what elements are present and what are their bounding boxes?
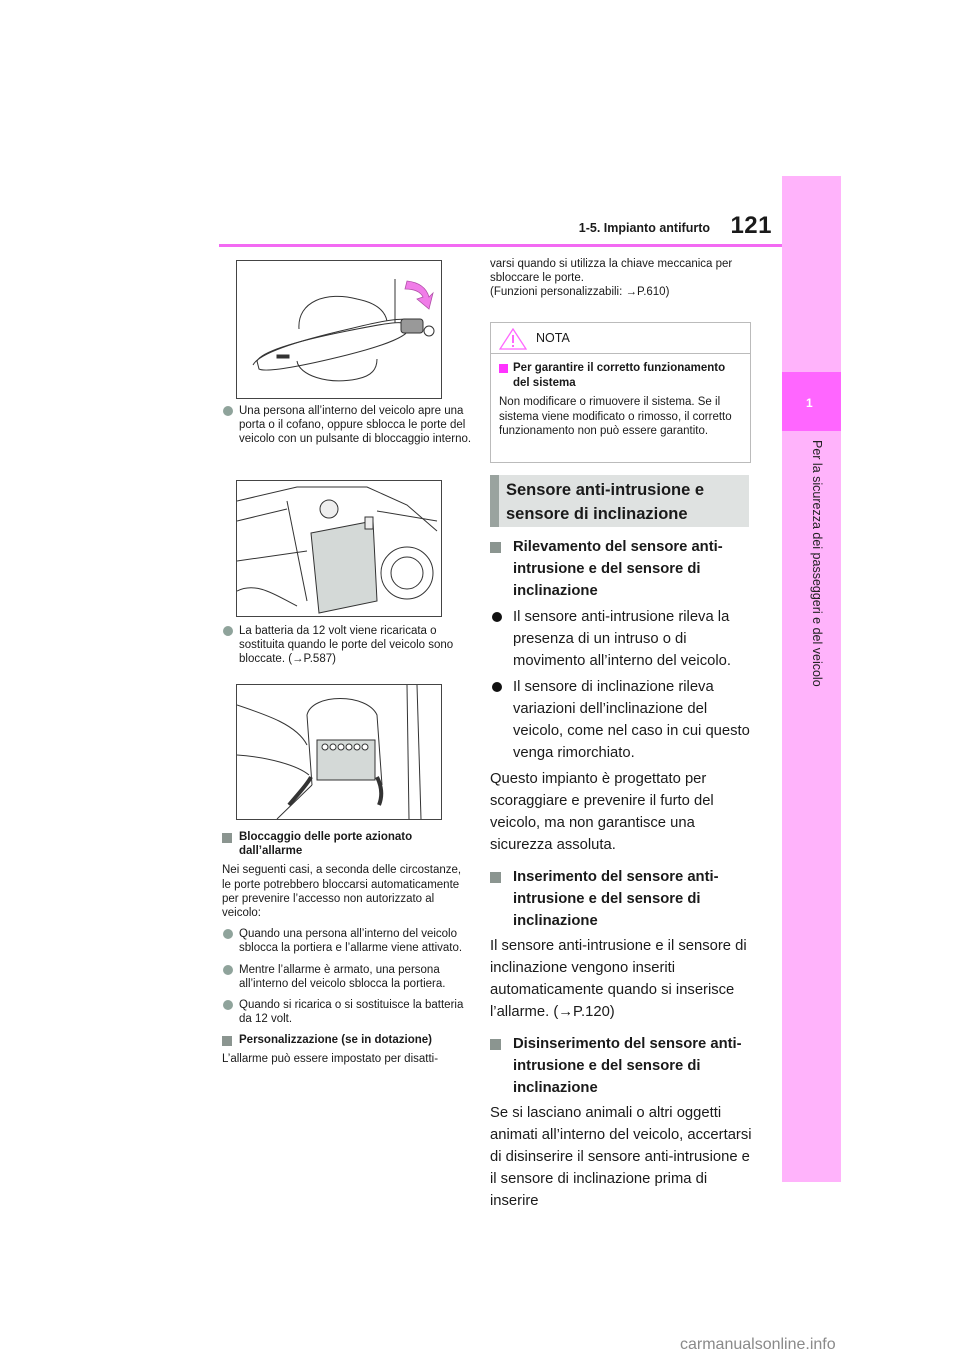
note-header bbox=[491, 323, 750, 354]
door-handle-icon bbox=[237, 261, 441, 398]
list-item: Quando si ricarica o si sostituisce la batteria da 12 volt. bbox=[222, 998, 472, 1026]
battery-replacement-illustration bbox=[236, 684, 442, 820]
list-item: Quando una persona all’interno del veicolo sblocca la portiera e l’allarme viene attivato. bbox=[222, 927, 472, 955]
bullet-icon bbox=[492, 612, 502, 622]
bullet-icon bbox=[223, 626, 233, 636]
subsection-heading-activation: Inserimento del sensore anti-intrusione e del sensore di inclinazione bbox=[490, 866, 752, 932]
section-heading-customization: Personalizzazione (se in dotazione) bbox=[222, 1033, 472, 1047]
paragraph: Questo impianto è progettato per scoraggiare e prevenire il furto del veicolo, ma non garantisce una sicurezza assoluta. bbox=[490, 771, 714, 853]
subsection-heading-deactivation: Disinserimento del sensore anti-intrusione e del sensore di inclinazione bbox=[490, 1033, 752, 1099]
watermark: carmanualsonline.info bbox=[680, 1336, 836, 1353]
side-tab-label: Per la sicurezza dei passeggeri e del veicolo bbox=[810, 440, 824, 687]
bullet-icon bbox=[223, 406, 233, 416]
list-item: Mentre l’allarme è armato, una persona all’interno del veicolo sblocca la portiera. bbox=[222, 963, 472, 991]
list-item: Il sensore di inclinazione rileva variazioni dell’inclinazione del veicolo, come nel caso in cui questo venga rimorchiato. bbox=[490, 676, 752, 764]
bullet-icon bbox=[223, 929, 233, 939]
note-subtitle: Per garantire il corretto funzionamento del sistema bbox=[499, 361, 742, 390]
side-tab-section-number: 1 bbox=[782, 372, 841, 431]
header-divider bbox=[219, 244, 801, 247]
note-box bbox=[490, 322, 751, 463]
square-bullet-icon bbox=[490, 1039, 501, 1050]
square-bullet-icon bbox=[490, 872, 501, 883]
note-body-text: Non modificare o rimuovere il sistema. Se il sistema viene modificato o rimosso, il corretto funzionamento non può essere garantito. bbox=[499, 396, 732, 437]
car-door-icon bbox=[237, 481, 441, 616]
paragraph: L’allarme può essere impostato per disatti- bbox=[222, 1052, 439, 1065]
page-number: 121 bbox=[730, 212, 772, 239]
warning-triangle-icon bbox=[499, 328, 527, 350]
paragraph: varsi quando si utilizza la chiave meccanica per sbloccare le porte. bbox=[490, 258, 733, 285]
note-label: NOTA bbox=[536, 331, 570, 345]
square-bullet-icon bbox=[499, 364, 508, 373]
paragraph: Il sensore anti-intrusione e il sensore di inclinazione vengono inseriti automaticamente quando si inserisce l’allarme. (→P.120) bbox=[490, 938, 747, 1020]
paragraph: Nei seguenti casi, a seconda delle circostanze, le porte potrebbero bloccarsi automaticamente per prevenire l’accesso non autorizzato al veicolo: bbox=[222, 864, 462, 920]
paragraph: Se si lasciano animali o altri oggetti animati all’interno del veicolo, accertarsi di disinserire il sensore anti-intrusione e il sensore di inclinazione prima di inserire bbox=[490, 1105, 752, 1209]
cross-reference: (Funzioni personalizzabili: →P.610) bbox=[490, 286, 670, 299]
square-bullet-icon bbox=[222, 833, 232, 843]
bullet-icon bbox=[492, 682, 502, 692]
section-title: Sensore anti-intrusione e sensore di inclinazione bbox=[490, 475, 749, 527]
open-car-door-illustration bbox=[236, 480, 442, 617]
square-bullet-icon bbox=[222, 1036, 232, 1046]
bullet-icon bbox=[223, 1000, 233, 1010]
battery-icon bbox=[237, 685, 441, 819]
door-handle-key-illustration bbox=[236, 260, 442, 399]
square-bullet-icon bbox=[490, 542, 501, 553]
bullet-icon bbox=[223, 965, 233, 975]
section-heading-alarm-door-lock: Bloccaggio delle porte azionato dall’allarme bbox=[222, 830, 472, 858]
list-item: Una persona all’interno del veicolo apre una porta o il cofano, oppure sblocca le porte del veicolo con un pulsante di bloccaggio interno. bbox=[222, 404, 472, 447]
list-item: Il sensore anti-intrusione rileva la presenza di un intruso o di movimento all’interno del veicolo. bbox=[490, 606, 752, 672]
chapter-title: 1-5. Impianto antifurto bbox=[578, 221, 710, 235]
subsection-heading-detection: Rilevamento del sensore anti-intrusione e del sensore di inclinazione bbox=[490, 536, 752, 602]
list-item: La batteria da 12 volt viene ricaricata o sostituita quando le porte del veicolo sono bloccate. (→P.587) bbox=[222, 624, 472, 667]
